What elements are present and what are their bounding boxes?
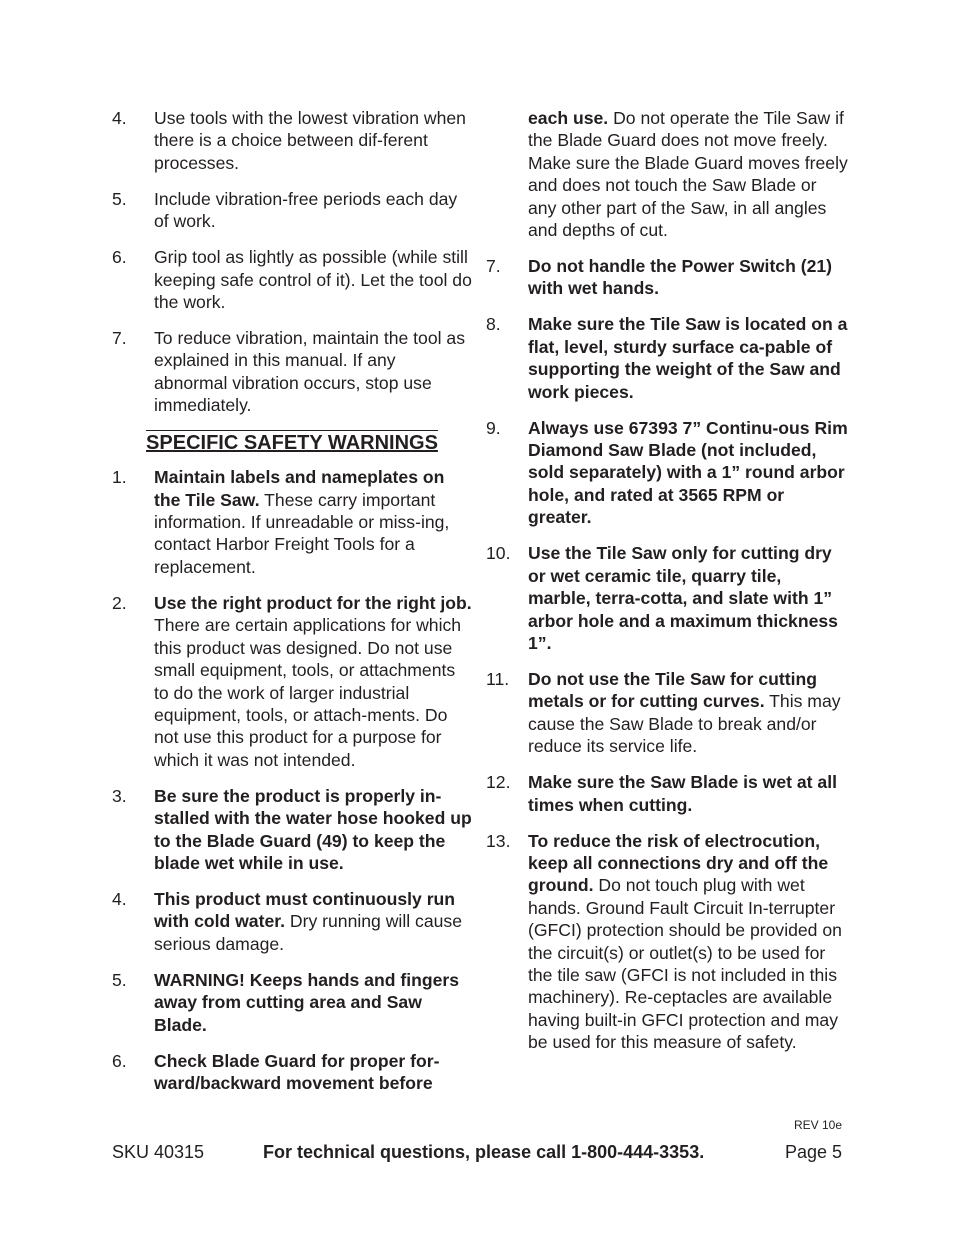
item-text (154, 785, 472, 875)
item-body-text: Grip tool as lightly as possible (while still keeping safe control of it). Let the tool do the work. (154, 247, 472, 313)
item-number: 4. (112, 888, 127, 909)
list-item (112, 1050, 472, 1095)
item-number: 12. (486, 772, 511, 793)
list-item (486, 313, 848, 403)
item-number: 10. (486, 543, 511, 564)
item-text (528, 542, 848, 654)
list-item (112, 969, 472, 1036)
item-body-text: Do not operate the Tile Saw if the Blade Guard does not move freely. Make sure the Blade Guard moves freely and does not touch the Saw Blade or any other part of the Saw, in all angles and depths of cut. (528, 108, 848, 241)
item-number: 5. (112, 188, 127, 209)
item-body-text: This may cause the Saw Blade to break and/or reduce its service life. (528, 691, 841, 757)
item-bold-text: each use. (528, 108, 609, 128)
item-text (154, 888, 472, 955)
section-title (112, 430, 472, 456)
item-body-text: Include vibration-free periods each day of work. (154, 188, 458, 232)
specific-warnings-list-continued (486, 255, 848, 1054)
list-item (486, 542, 848, 654)
list-item (112, 327, 472, 417)
sku-number: SKU 40315 (112, 1142, 205, 1162)
general-warnings-list (112, 107, 472, 417)
list-item (486, 107, 848, 241)
item-bold-text: Always use 67393 7” Continu-ous Rim Diamond Saw Blade (not included, sold separately) with a 1” round arbor hole, and rated at 3565 RPM or greater. (528, 417, 848, 528)
page-number: Page 5 (784, 1142, 842, 1162)
list-item (486, 417, 848, 529)
revision-label: REV 10e (793, 1118, 842, 1132)
list-item (486, 830, 848, 1054)
item-bold-text: WARNING! Keeps hands and fingers away from cutting area and Saw Blade. (154, 969, 459, 1035)
list-item (112, 888, 472, 955)
item-bold-text: This product must continuously run with cold water. (154, 888, 456, 932)
item-text (528, 417, 848, 529)
list-item (486, 668, 848, 758)
item-text (154, 188, 472, 233)
section-title-text: SPECIFIC SAFETY WARNINGS (146, 432, 438, 455)
item-text (154, 592, 472, 771)
item-number: 1. (112, 467, 127, 488)
left-column (112, 107, 472, 1108)
item-number: 3. (112, 785, 127, 806)
item-number: 7. (486, 256, 501, 277)
item-bold-text: Do not handle the Power Switch (21) with wet hands. (528, 256, 833, 299)
item-number: 8. (486, 314, 501, 335)
item-body-text: To reduce vibration, maintain the tool as explained in this manual. If any abnormal vibration occurs, stop use immediately. (154, 328, 465, 416)
item-number (486, 107, 528, 241)
item-bold-text: Use the Tile Saw only for cutting dry or wet ceramic tile, quarry tile, marble, terra-cotta, and slate with 1” arbor hole and a maximum thickness 1”. (528, 543, 838, 653)
item-number: 6. (112, 1050, 127, 1071)
item-text (528, 255, 848, 300)
list-item (486, 771, 848, 816)
item-body-text: Use tools with the lowest vibration when there is a choice between dif-ferent processes. (154, 108, 466, 173)
item-text (154, 466, 472, 578)
item-body-text: Dry running will cause serious damage. (154, 911, 462, 954)
item-bold-text: Be sure the product is properly in-stalled with the water hose hooked up to the Blade Guard (49) to keep the blade wet while in use. (154, 785, 472, 873)
item-number: 13. (486, 830, 511, 851)
item-bold-text: Do not use the Tile Saw for cutting metals or for cutting curves. (528, 668, 818, 712)
technical-support-line: For technical questions, please call 1-800-444-3353. (263, 1142, 705, 1162)
item-text (528, 107, 848, 241)
item-body-text: These carry important information. If unreadable or miss-ing, contact Harbor Freight Tools for a replacement. (154, 489, 450, 577)
item-text (154, 107, 472, 174)
item-text (528, 313, 848, 403)
item-bold-text: Check Blade Guard for proper for-ward/backward movement before (154, 1050, 440, 1093)
item-number: 9. (486, 417, 501, 438)
list-item (486, 255, 848, 300)
item-bold-text: Use the right product for the right job. (154, 592, 472, 613)
list-item (112, 785, 472, 875)
specific-warnings-list (112, 466, 472, 1094)
item-text (528, 771, 848, 816)
item-body-text: Do not touch plug with wet hands. Ground Fault Circuit In-terrupter (GFCI) protection should be provided on the circuit(s) or outlet(s) to be used for the tile saw (GFCI is not included in this machinery). Re-ceptacles are available having built-in GFCI protection and may be used for this measure of safety. (528, 875, 842, 1053)
continued-item (486, 107, 848, 241)
item-text (154, 327, 472, 417)
item-number: 6. (112, 247, 127, 268)
item-bold-text: Maintain labels and nameplates on the Tile Saw. (154, 467, 445, 510)
list-item (112, 188, 472, 233)
item-text (154, 246, 472, 313)
item-bold-text: Make sure the Tile Saw is located on a flat, level, sturdy surface ca-pable of supporting the weight of the Saw and work pieces. (528, 314, 848, 402)
list-item (112, 592, 472, 771)
item-body-text: There are certain applications for which this product was designed. Do not use small equipment, tools, or attachments to do the work of larger industrial equipment, tools, or attach-ments. Do not use this product for a purpose for which it was not intended. (154, 615, 462, 770)
list-item (112, 107, 472, 174)
item-text (154, 969, 472, 1036)
item-number: 11. (486, 668, 510, 689)
item-text (528, 668, 848, 758)
item-number: 7. (112, 328, 127, 349)
item-bold-text: Make sure the Saw Blade is wet at all times when cutting. (528, 772, 837, 815)
item-text (154, 1050, 472, 1095)
item-bold-text: To reduce the risk of electrocution, keep all connections dry and off the ground. (528, 830, 829, 896)
item-number: 5. (112, 969, 127, 990)
item-number: 2. (112, 592, 127, 613)
list-item (112, 246, 472, 313)
item-text (528, 830, 848, 1054)
item-number: 4. (112, 108, 127, 128)
list-item (112, 466, 472, 578)
right-column (486, 107, 848, 1067)
